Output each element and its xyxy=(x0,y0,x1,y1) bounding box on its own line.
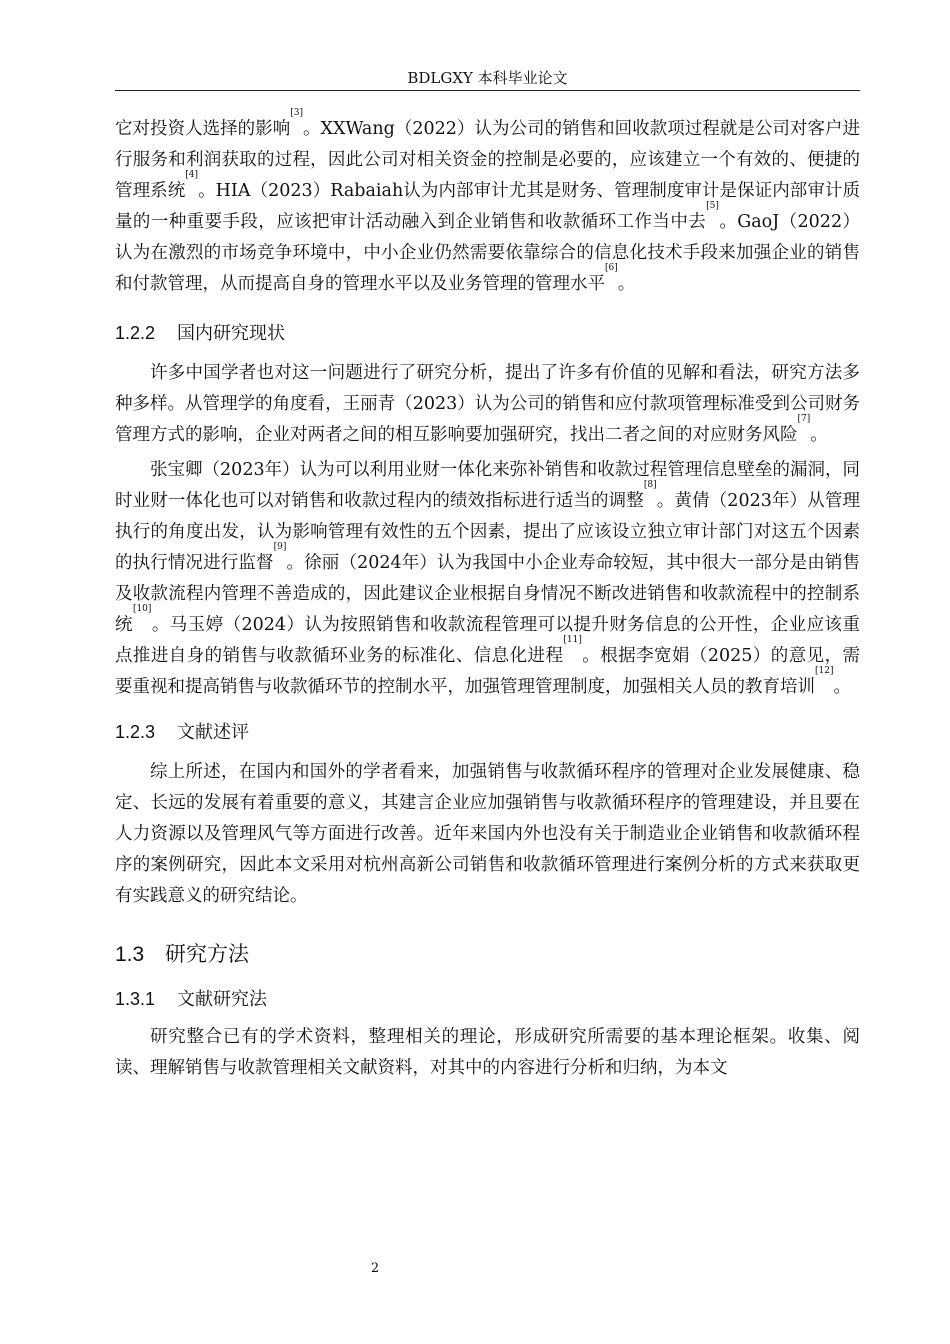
text-run: 。XXWang（2022）认为公司的销售和回收款项过程就是公司对客户进行服务和利润获取的过程，因此公司对相关资金的控制是必要的，应该建立一个有效的、便捷的管理系统 xyxy=(115,119,860,201)
page-number: 2 xyxy=(370,1261,380,1276)
heading-1-3-1 xyxy=(115,987,860,1012)
text-run: 许多中国学者也对这一问题进行了研究分析，提出了许多有价值的见解和看法，研究方法多种多样。从管理学的角度看，王丽青（2023）认为公司的销售和应付款项管理标准受到公司财务管理方式的影响，企业对两者之间的相互影响要加强研究，找出二者之间的对应财务风险 xyxy=(115,363,860,445)
heading-text: 文献研究法 xyxy=(177,989,267,1010)
page-footer xyxy=(0,1259,750,1279)
text-run: 。HIA（2023）Rabaiah认为内部审计尤其是财务、管理制度审计是保证内部审计质量的一种重要手段，应该把审计活动融入到企业销售和收款循环工作当中去 xyxy=(115,181,861,232)
text-run: 。徐丽（2024年）认为我国中小企业寿命较短，其中很大一部分是由销售及收款流程内管理不善造成的，因此建议企业根据自身情况不断改进销售和收款流程中的控制系统 xyxy=(115,553,860,635)
citation-ref: [11] xyxy=(563,635,582,645)
paragraph-literature-method xyxy=(115,1022,860,1084)
heading-number: 1.2.3 xyxy=(115,722,156,742)
text-run: 综上所述，在国内和国外的学者看来，加强销售与收款循环程序的管理对企业发展健康、稳定、长远的发展有着重要的意义，其建言企业应加强销售与收款循环程序的管理建设，并且要在人力资源以及管理风气等方面进行改善。近年来国内外也没有关于制造业企业销售和收款循环程序的案例研究，因此本文采用对杭州高新公司销售和收款循环管理进行案例分析的方式来获取更有实践意义的研究结论。 xyxy=(115,762,860,906)
heading-1-2-3 xyxy=(115,720,860,745)
citation-ref: [9] xyxy=(273,542,287,552)
citation-ref: [10] xyxy=(132,604,152,614)
heading-number: 1.3.1 xyxy=(115,989,156,1009)
citation-ref: [7] xyxy=(797,414,811,424)
heading-1-2-2 xyxy=(115,321,860,346)
citation-ref: [5] xyxy=(706,201,719,211)
paragraph-literature-review xyxy=(115,757,860,912)
citation-ref: [4] xyxy=(185,170,199,180)
text-run: 。 xyxy=(810,425,828,445)
paragraph-domestic-research-2 xyxy=(115,455,860,703)
citation-ref: [3] xyxy=(290,108,303,118)
header-title: BDLGXY 本科毕业论文 xyxy=(407,69,568,87)
heading-text: 国内研究现状 xyxy=(177,323,285,344)
text-run: 。GaoJ（2022）认为在激烈的市场竞争环境中，中小企业仍然需要依靠综合的信息化技术手段来加强企业的销售和付款管理，从而提高自身的管理水平以及业务管理的管理水平 xyxy=(115,212,860,294)
text-run: 张宝卿（2023年）认为可以利用业财一体化来弥补销售和收款过程管理信息壁垒的漏洞，同时业财一体化也可以对销售和收款过程内的绩效指标进行适当的调整 xyxy=(115,460,860,511)
paragraph-domestic-research-1 xyxy=(115,358,860,451)
text-run: 。 xyxy=(617,274,636,294)
heading-1-3 xyxy=(115,940,860,969)
text-run: 。 xyxy=(833,677,851,697)
citation-ref: [6] xyxy=(605,263,618,273)
text-run: 。根据李宽娟（2025）的意见，需要重视和提高销售与收款循环节的控制水平，加强管理管理制度，加强相关人员的教育培训 xyxy=(115,646,861,697)
heading-number: 1.3 xyxy=(115,943,145,966)
heading-number: 1.2.2 xyxy=(115,323,156,343)
text-run: 研究整合已有的学术资料，整理相关的理论，形成研究所需要的基本理论框架。收集、阅读、理解销售与收款管理相关文献资料，对其中的内容进行分析和归纳，为本文 xyxy=(115,1027,860,1078)
page-header xyxy=(115,66,860,91)
heading-text: 研究方法 xyxy=(165,942,249,966)
heading-text: 文献述评 xyxy=(177,722,249,743)
text-run: 。马玉婷（2024）认为按照销售和收款流程管理可以提升财务信息的公开性，企业应该重点推进自身的销售与收款循环业务的标准化、信息化进程 xyxy=(115,615,860,666)
text-run: 它对投资人选择的影响 xyxy=(115,119,291,139)
page-content xyxy=(115,108,861,1084)
paragraph-foreign-research-continued xyxy=(115,108,861,300)
text-run: 。黄倩（2023年）从管理执行的角度出发，认为影响管理有效性的五个因素，提出了应该设立独立审计部门对这五个因素的执行情况进行监督 xyxy=(115,491,860,573)
citation-ref: [12] xyxy=(815,666,834,676)
citation-ref: [8] xyxy=(643,480,657,490)
